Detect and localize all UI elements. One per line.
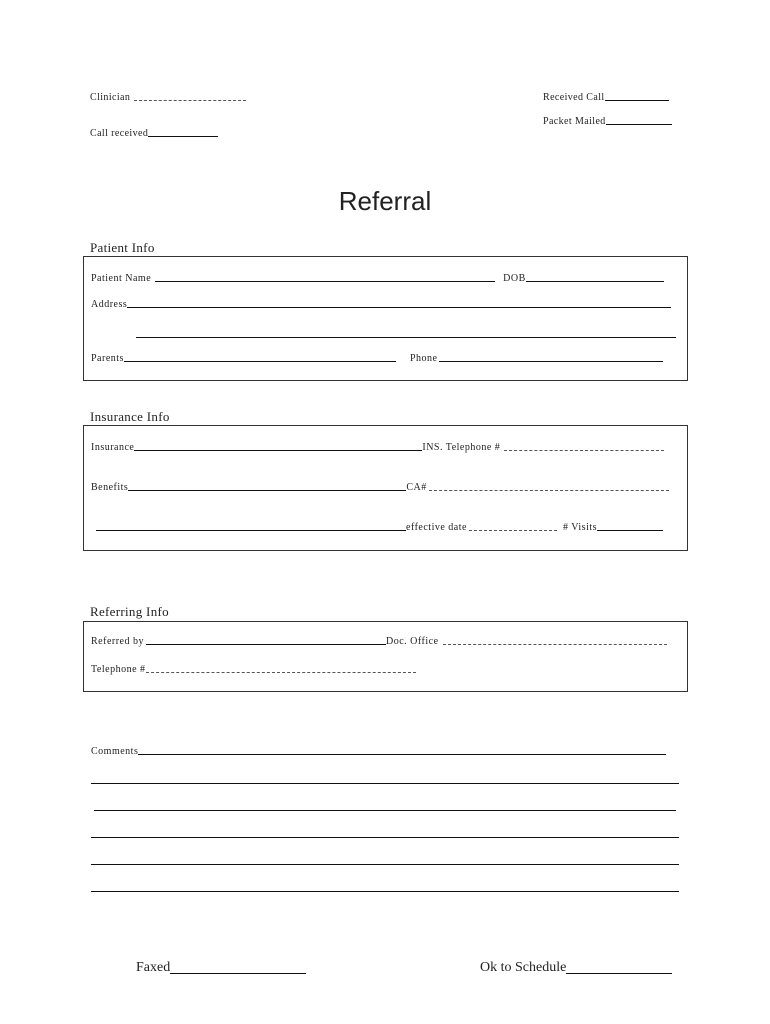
visits-label: # Visits bbox=[562, 522, 598, 533]
call-received-line[interactable] bbox=[148, 136, 218, 137]
dob-line[interactable] bbox=[526, 281, 664, 282]
comments-line-4[interactable] bbox=[91, 864, 679, 865]
phone-line[interactable] bbox=[439, 361, 663, 362]
referred-by-field[interactable] bbox=[91, 636, 667, 647]
telephone-line[interactable] bbox=[146, 672, 416, 673]
effective-date-field[interactable] bbox=[96, 522, 663, 533]
patient-name-field[interactable] bbox=[91, 273, 664, 284]
address-line-2[interactable] bbox=[136, 337, 676, 338]
parents-label: Parents bbox=[91, 353, 124, 364]
referring-info-box bbox=[83, 621, 688, 692]
packet-mailed-line[interactable] bbox=[606, 124, 672, 125]
effective-date-line[interactable] bbox=[469, 530, 557, 531]
comments-line-1[interactable] bbox=[91, 783, 679, 784]
visits-line[interactable] bbox=[597, 530, 663, 531]
received-call-field[interactable] bbox=[543, 92, 669, 103]
comments-line-2[interactable] bbox=[94, 810, 676, 811]
ok-to-schedule-label: Ok to Schedule bbox=[480, 960, 567, 975]
ok-to-schedule-field[interactable] bbox=[480, 960, 672, 976]
patient-info-heading: Patient Info bbox=[90, 240, 155, 255]
comments-line-5[interactable] bbox=[91, 891, 679, 892]
clinician-label: Clinician bbox=[90, 92, 131, 103]
patient-info-box bbox=[83, 256, 688, 381]
insurance-info-box bbox=[83, 425, 688, 551]
telephone-field[interactable] bbox=[91, 664, 416, 675]
call-received-label: Call received bbox=[90, 128, 149, 139]
faxed-field[interactable] bbox=[136, 960, 306, 976]
dob-label: DOB bbox=[503, 273, 526, 284]
phone-label: Phone bbox=[409, 353, 438, 364]
faxed-line[interactable] bbox=[170, 973, 306, 974]
effective-date-label: effective date bbox=[406, 522, 467, 533]
clinician-line[interactable] bbox=[134, 100, 246, 101]
effective-blank-line[interactable] bbox=[96, 530, 406, 531]
insurance-field[interactable] bbox=[91, 442, 664, 453]
ins-telephone-line[interactable] bbox=[504, 450, 664, 451]
ok-to-schedule-line[interactable] bbox=[566, 973, 672, 974]
doc-office-label: Doc. Office bbox=[385, 636, 439, 647]
comments-field[interactable] bbox=[91, 746, 666, 757]
ca-line[interactable] bbox=[429, 490, 669, 491]
insurance-line[interactable] bbox=[134, 450, 422, 451]
benefits-line[interactable] bbox=[128, 490, 406, 491]
referred-by-line[interactable] bbox=[146, 644, 386, 645]
ca-label: CA# bbox=[406, 482, 427, 493]
clinician-field[interactable] bbox=[90, 92, 246, 103]
referred-by-label: Referred by bbox=[91, 636, 144, 647]
address-line-1[interactable] bbox=[127, 307, 671, 308]
patient-name-label: Patient Name bbox=[91, 273, 152, 284]
telephone-label: Telephone # bbox=[91, 664, 146, 675]
comments-line-3[interactable] bbox=[91, 837, 679, 838]
insurance-label: Insurance bbox=[91, 442, 135, 453]
received-call-line[interactable] bbox=[605, 100, 669, 101]
call-received-field[interactable] bbox=[90, 128, 218, 139]
referring-info-heading: Referring Info bbox=[90, 604, 169, 619]
parents-field[interactable] bbox=[91, 353, 663, 364]
benefits-label: Benefits bbox=[91, 482, 129, 493]
parents-line[interactable] bbox=[124, 361, 396, 362]
doc-office-line[interactable] bbox=[443, 644, 667, 645]
packet-mailed-label: Packet Mailed bbox=[543, 116, 606, 127]
address-field[interactable] bbox=[91, 299, 671, 310]
insurance-info-heading: Insurance Info bbox=[90, 409, 170, 424]
ins-telephone-label: INS. Telephone # bbox=[422, 442, 501, 453]
comments-line-0[interactable] bbox=[138, 754, 666, 755]
packet-mailed-field[interactable] bbox=[543, 116, 672, 127]
comments-label: Comments bbox=[91, 746, 139, 757]
page-title: Referral bbox=[338, 186, 432, 216]
benefits-field[interactable] bbox=[91, 482, 669, 493]
received-call-label: Received Call bbox=[543, 92, 605, 103]
patient-name-line[interactable] bbox=[155, 281, 495, 282]
address-label: Address bbox=[91, 299, 128, 310]
faxed-label: Faxed bbox=[136, 960, 171, 975]
